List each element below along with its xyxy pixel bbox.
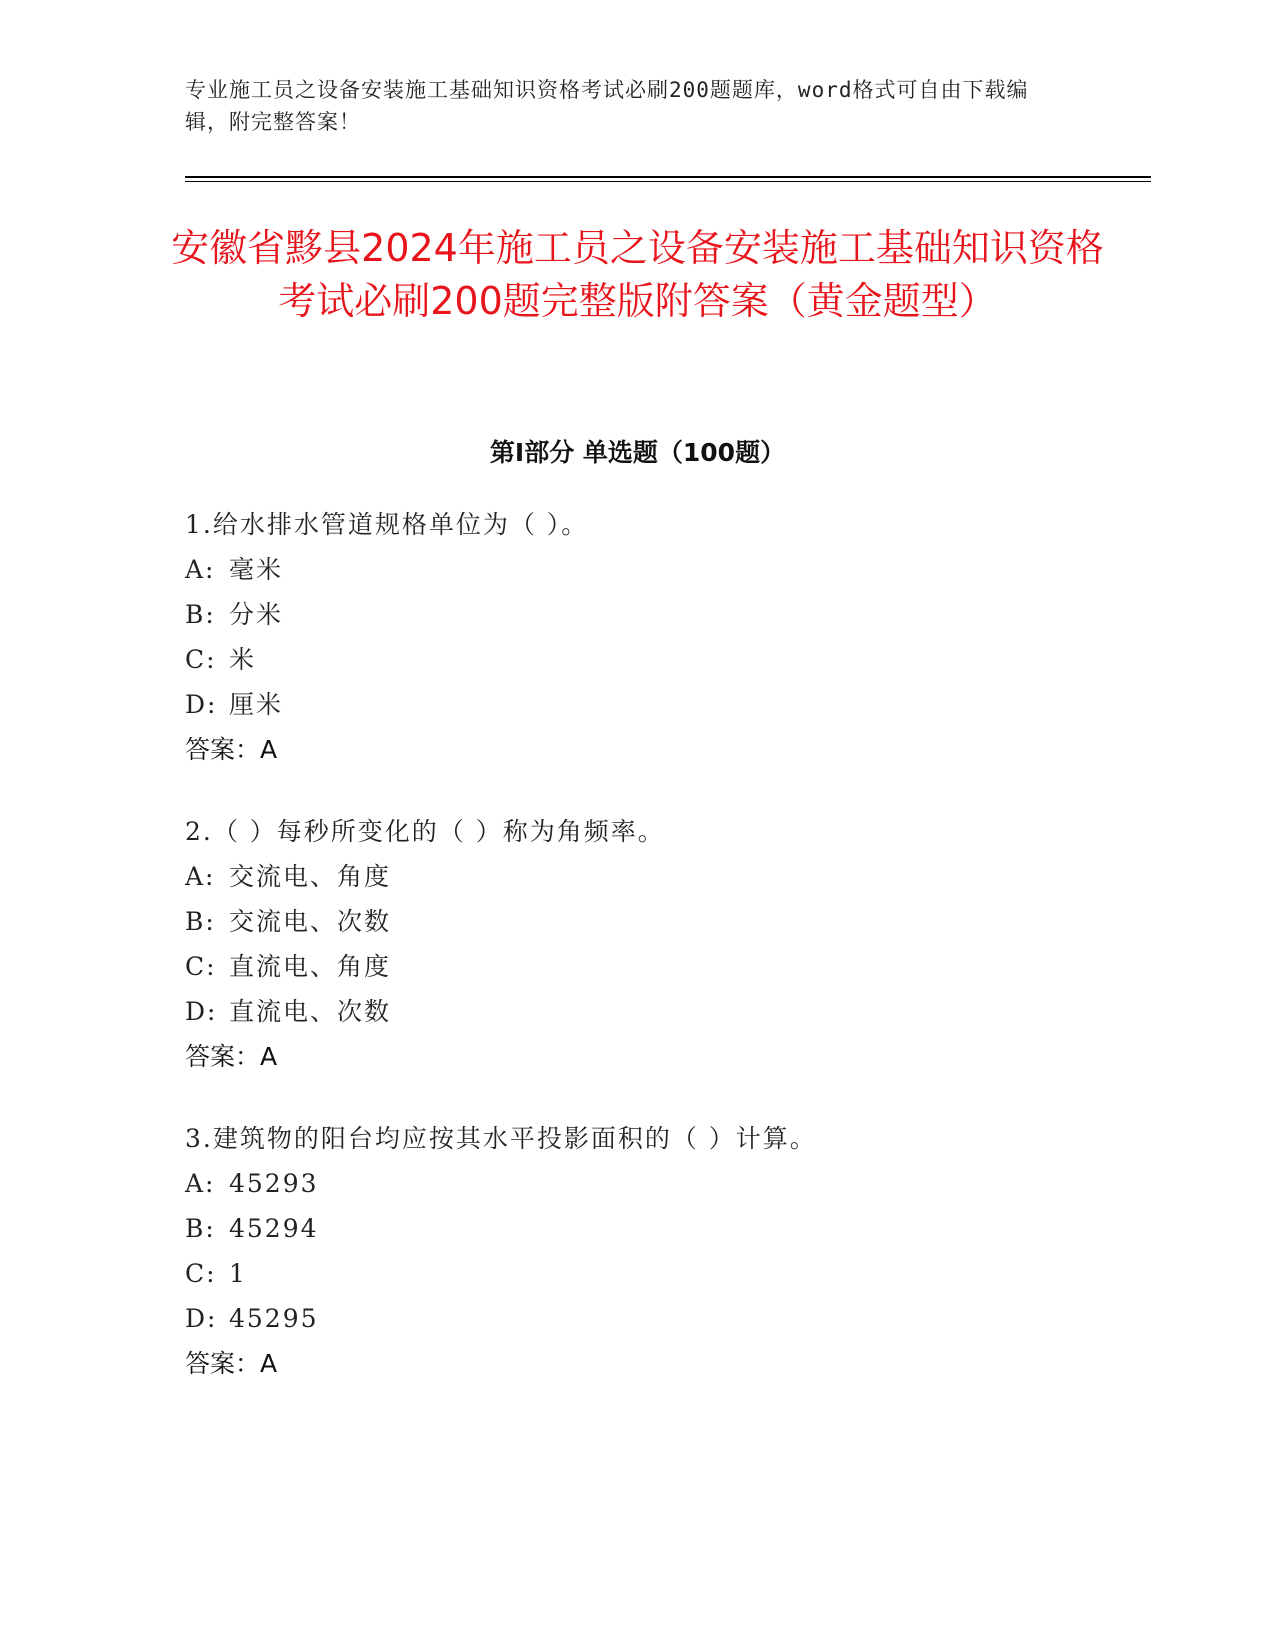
question-3 (185, 1116, 1085, 1386)
option-c (185, 1251, 1085, 1296)
header-divider-thick (185, 176, 1151, 178)
answer-label: 答案：A (185, 1042, 278, 1071)
option-text: 直流电、角度 (229, 952, 392, 981)
question-stem: 2.（ ）每秒所变化的（ ）称为角频率。 (185, 817, 665, 846)
option-letter: B: (185, 600, 216, 629)
option-letter: D: (185, 690, 218, 719)
question-stem: 1.给水排水管道规格单位为（ ）。 (185, 510, 589, 539)
document-title: 安徽省黟县2024年施工员之设备安装施工基础知识资格考试必刷200题完整版附答案（黄金题型） (171, 226, 1104, 323)
option-letter: D: (185, 1304, 218, 1333)
option-text: 交流电、角度 (229, 862, 392, 891)
question-1 (185, 502, 1085, 772)
option-letter: C: (185, 645, 217, 674)
option-d (185, 989, 1085, 1034)
option-c (185, 944, 1085, 989)
option-letter: A: (185, 862, 216, 891)
option-a (185, 854, 1085, 899)
option-text: 米 (229, 645, 257, 674)
option-text: 直流电、次数 (229, 997, 392, 1026)
option-c (185, 637, 1085, 682)
question-2 (185, 809, 1085, 1079)
option-letter: B: (185, 1214, 216, 1243)
header-note: 专业施工员之设备安装施工基础知识资格考试必刷200题题库，word格式可自由下载编辑，附完整答案！ (185, 78, 1029, 134)
option-d (185, 1296, 1085, 1341)
option-letter: A: (185, 555, 216, 584)
option-text: 分米 (229, 600, 284, 629)
option-letter: A: (185, 1169, 216, 1198)
option-d (185, 682, 1085, 727)
option-b (185, 1206, 1085, 1251)
option-text: 交流电、次数 (229, 907, 392, 936)
option-text: 厘米 (229, 690, 284, 719)
option-text: 毫米 (229, 555, 284, 584)
option-text: 1 (229, 1259, 247, 1288)
option-letter: C: (185, 1259, 217, 1288)
option-text: 45294 (229, 1214, 319, 1243)
header-divider-thin (185, 181, 1151, 182)
option-b (185, 899, 1085, 944)
answer-label: 答案：A (185, 735, 278, 764)
option-text: 45295 (229, 1304, 319, 1333)
option-a (185, 1161, 1085, 1206)
option-b (185, 592, 1085, 637)
section-title: 第I部分 单选题（100题） (489, 438, 786, 467)
option-text: 45293 (229, 1169, 319, 1198)
question-stem: 3.建筑物的阳台均应按其水平投影面积的（ ）计算。 (185, 1124, 817, 1153)
option-letter: B: (185, 907, 216, 936)
answer-label: 答案：A (185, 1349, 278, 1378)
option-letter: D: (185, 997, 218, 1026)
option-letter: C: (185, 952, 217, 981)
option-a (185, 547, 1085, 592)
